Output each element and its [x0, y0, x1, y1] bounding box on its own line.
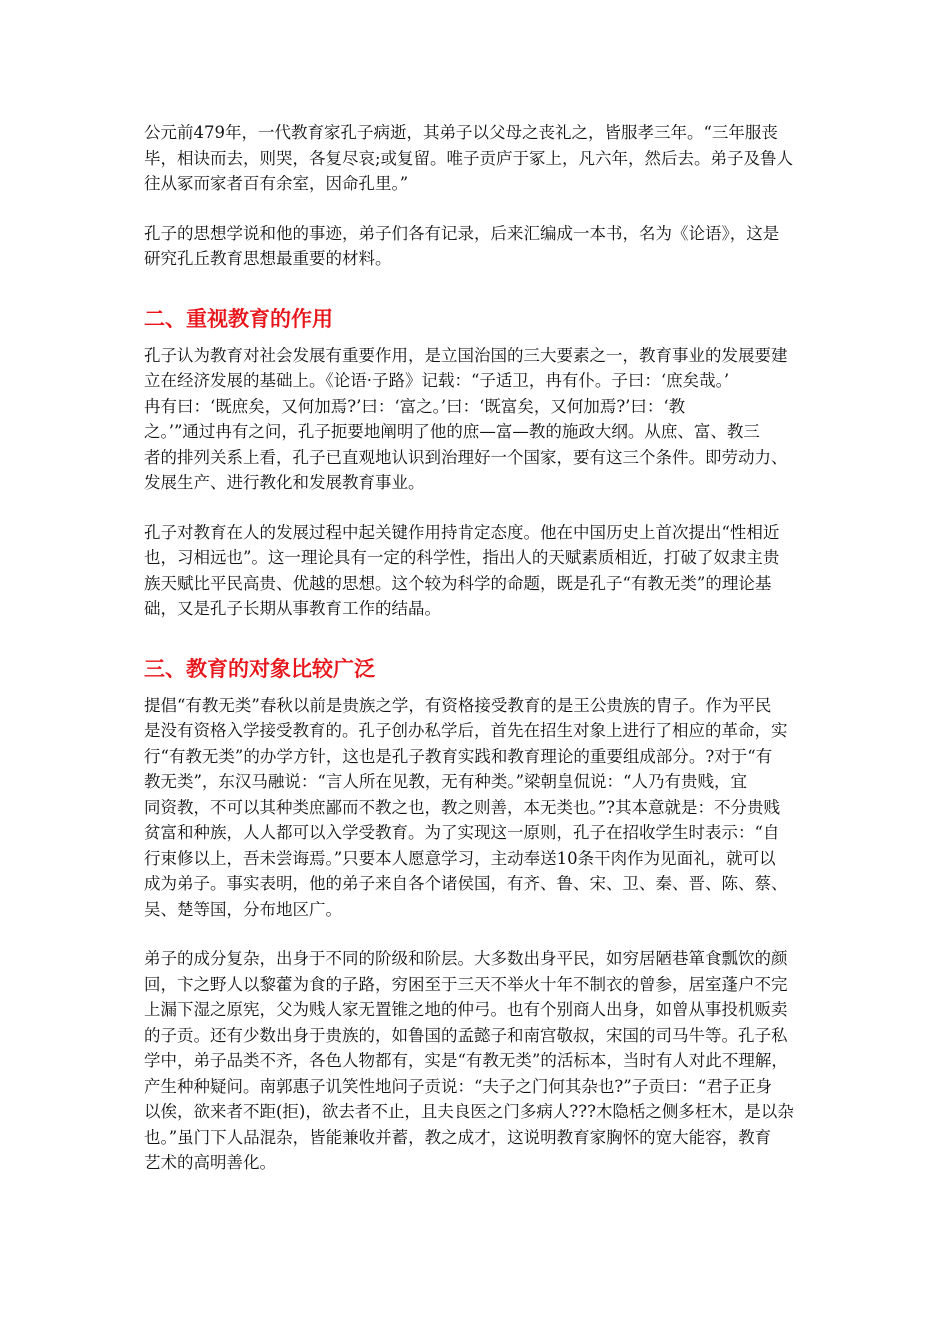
text-line: 也，习相远也”。这一理论具有一定的科学性，指出人的天赋素质相近，打破了奴隶主贵	[144, 548, 780, 567]
text-line: 吴、楚等国，分布地区广。	[144, 899, 342, 919]
text-line: 弟子的成分复杂，出身于不同的阶级和阶层。大多数出身平民，如穷居陋巷箪食瓢饮的颜	[144, 949, 788, 968]
text-line: 产生种种疑问。南郭惠子讥笑性地问子贡说：“夫子之门何其杂也?”子贡曰：“君子正身	[144, 1076, 773, 1096]
text-line: 以俟，欲来者不距(拒)，欲去者不止，且夫良医之门多病人???木隐栝之侧多枉木，是以杂	[144, 1102, 794, 1121]
document-page	[144, 120, 810, 1176]
text-line: 行“有教无类”的办学方针，这也是孔子教育实践和教育理论的重要组成部分。?对于“有	[144, 746, 773, 766]
text-line: 行束修以上，吾未尝诲焉。”只要本人愿意学习，主动奉送10条干肉作为见面礼，就可以	[144, 848, 776, 868]
text-line: 冉有曰：‘既庶矣，又何加焉?’曰：‘富之。’曰：‘既富矣，又何加焉?’曰：‘教	[144, 396, 686, 416]
section-heading-education-role: 二、重视教育的作用	[144, 306, 333, 331]
text-line: 同资教，不可以其种类庶鄙而不教之也，教之则善，本无类也。”?其本意就是：不分贵贱	[144, 797, 781, 817]
text-line: 者的排列关系上看，孔子已直观地认识到治理好一个国家，要有这三个条件。即劳动力、	[144, 447, 788, 467]
paragraph-disciples-backgrounds	[144, 946, 810, 1176]
text-line: 回，卞之野人以黎藿为食的子路，穷困至于三天不举火十年不制衣的曾参，居室蓬户不完	[144, 974, 788, 994]
text-line: 孔子认为教育对社会发展有重要作用，是立国治国的三大要素之一，教育事业的发展要建	[144, 345, 788, 365]
text-line: 研究孔丘教育思想最重要的材料。	[144, 249, 392, 268]
text-line: 也。”虽门下人品混杂，皆能兼收并蓄，教之成才，这说明教育家胸怀的宽大能容，教育	[144, 1127, 772, 1147]
text-line: 教无类”，东汉马融说：“言人所在见教，无有种类。”梁朝皇侃说：“人乃有贵贱，宜	[144, 772, 747, 791]
text-line: 上漏下湿之原宪，父为贱人家无置锥之地的仲弓。也有个别商人出身，如曾从事投机贩卖	[144, 1000, 788, 1019]
text-line: 发展生产、进行教化和发展教育事业。	[144, 473, 425, 492]
section-heading-education-targets: 三、教育的对象比较广泛	[144, 656, 375, 681]
text-line: 公元前479年，一代教育家孔子病逝，其弟子以父母之丧礼之，皆服孝三年。“三年服丧	[144, 123, 778, 142]
paragraph-human-nature	[144, 520, 810, 622]
text-line: 艺术的高明善化。	[144, 1153, 276, 1172]
text-line: 毕，相诀而去，则哭，各复尽哀;或复留。唯子贡庐于冢上，凡六年，然后去。弟子及鲁人	[144, 148, 794, 168]
text-line: 孔子的思想学说和他的事迹，弟子们各有记录，后来汇编成一本书，名为《论语》，这是	[144, 223, 780, 243]
text-line: 立在经济发展的基础上。《论语·子路》记载：“子适卫，冉有仆。子曰：‘庶矣哉。’	[144, 371, 730, 390]
text-line: 孔子对教育在人的发展过程中起关键作用持肯定态度。他在中国历史上首次提出“性相近	[144, 522, 780, 542]
text-line: 族天赋比平民高贵、优越的思想。这个较为科学的命题，既是孔子“有教无类”的理论基	[144, 573, 772, 593]
paragraph-analects	[144, 221, 810, 272]
text-line: 贫富和种族，人人都可以入学受教育。为了实现这一原则，孔子在招收学生时表示：“自	[144, 823, 780, 842]
paragraph-confucius-death	[144, 120, 810, 197]
text-line: 是没有资格入学接受教育的。孔子创办私学后，首先在招生对象上进行了相应的革命，实	[144, 721, 788, 740]
text-line: 的子贡。还有少数出身于贵族的，如鲁国的孟懿子和南宫敬叔，宋国的司马牛等。孔子私	[144, 1025, 788, 1045]
text-line: 学中，弟子品类不齐，各色人物都有，实是“有教无类”的活标本，当时有人对此不理解，	[144, 1051, 788, 1070]
paragraph-education-role	[144, 343, 810, 496]
text-line: 往从冢而家者百有余室，因命孔里。”	[144, 174, 409, 193]
text-line: 成为弟子。事实表明，他的弟子来自各个诸侯国，有齐、鲁、宋、卫、秦、晋、陈、蔡、	[144, 874, 788, 893]
text-line: 提倡“有教无类”春秋以前是贵族之学，有资格接受教育的是王公贵族的胄子。作为平民	[144, 695, 772, 715]
text-line: 础，又是孔子长期从事教育工作的结晶。	[144, 599, 441, 618]
paragraph-no-class-distinction	[144, 693, 810, 923]
text-line: 之。’”通过冉有之问，孔子扼要地阐明了他的庶—富—教的施政大纲。从庶、富、教三	[144, 422, 760, 441]
